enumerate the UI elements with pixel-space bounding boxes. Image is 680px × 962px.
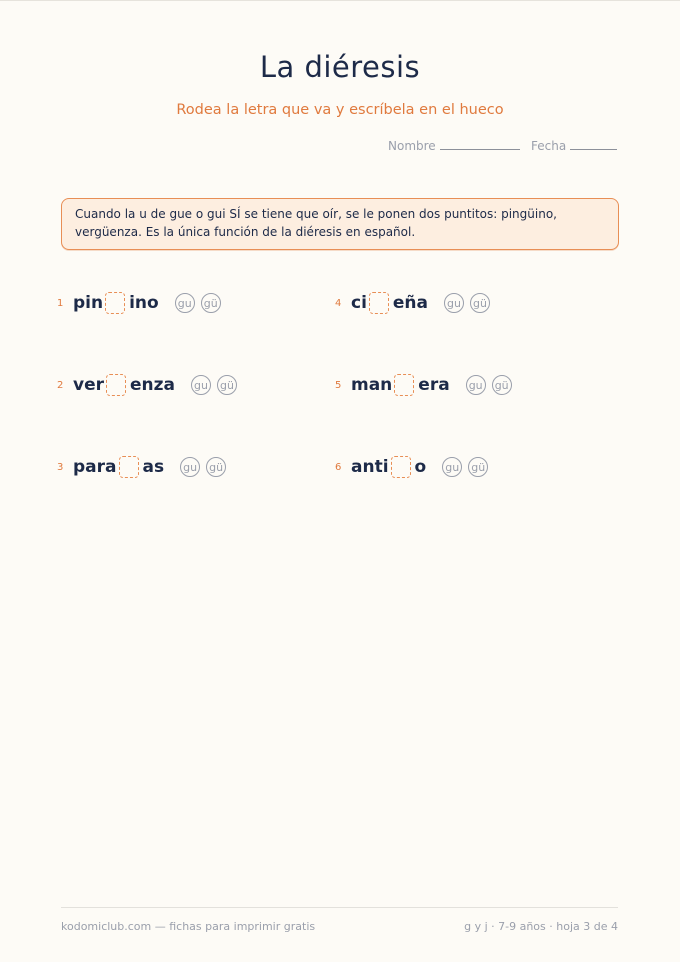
word-start: para <box>73 457 117 477</box>
word-end: eña <box>392 293 429 313</box>
exercise-number: 2 <box>57 379 64 391</box>
page-title: La diéresis <box>259 50 421 84</box>
option-gu-dieresis[interactable]: gü <box>492 375 512 395</box>
option-gu-dieresis[interactable]: gü <box>201 293 221 313</box>
exercise-number: 3 <box>57 461 64 473</box>
exercise-item <box>57 288 227 318</box>
page-subtitle: Rodea la letra que va y escríbela en el hueco <box>176 102 504 118</box>
word-end: ino <box>129 293 159 313</box>
options-group <box>444 293 496 313</box>
option-gu-dieresis[interactable]: gü <box>206 457 226 477</box>
exercise-item <box>57 370 243 400</box>
date-line <box>570 140 617 150</box>
answer-gap[interactable] <box>106 374 126 396</box>
option-gu[interactable]: gu <box>444 293 464 313</box>
option-gu[interactable]: gu <box>466 375 486 395</box>
word-end: enza <box>130 375 175 395</box>
word-start: ver <box>73 375 104 395</box>
exercise-number: 1 <box>57 297 64 309</box>
exercise-item <box>335 288 496 318</box>
word-end: o <box>414 457 427 477</box>
answer-gap[interactable] <box>369 292 389 314</box>
exercise-item <box>335 452 494 482</box>
rule-note: Cuando la u de gue o gui SÍ se tiene que oír, se le ponen dos puntitos: pingüino, vergüenza. Es la única función de la diéresis en español. <box>61 198 619 250</box>
footer-sheet-info: g y j · 7-9 años · hoja 3 de 4 <box>464 920 618 933</box>
options-group <box>466 375 518 395</box>
answer-gap[interactable] <box>391 456 411 478</box>
word-end: era <box>418 375 450 395</box>
option-gu[interactable]: gu <box>180 457 200 477</box>
option-gu[interactable]: gu <box>191 375 211 395</box>
word-start: ci <box>351 293 367 313</box>
name-label: Nombre <box>388 139 436 153</box>
options-group <box>180 457 232 477</box>
option-gu-dieresis[interactable]: gü <box>217 375 237 395</box>
option-gu[interactable]: gu <box>175 293 195 313</box>
page-border <box>0 0 680 1</box>
answer-gap[interactable] <box>394 374 414 396</box>
exercise-item <box>57 452 232 482</box>
exercise-item <box>335 370 518 400</box>
name-line <box>440 140 520 150</box>
option-gu-dieresis[interactable]: gü <box>470 293 490 313</box>
name-field[interactable] <box>388 139 520 153</box>
option-gu-dieresis[interactable]: gü <box>468 457 488 477</box>
word-start: pin <box>73 293 104 313</box>
date-field[interactable] <box>531 139 617 153</box>
date-label: Fecha <box>531 139 567 153</box>
option-gu[interactable]: gu <box>442 457 462 477</box>
exercise-number: 5 <box>335 379 342 391</box>
word-start: anti <box>351 457 389 477</box>
footer-site: kodomiclub.com — fichas para imprimir gratis <box>61 920 316 933</box>
answer-gap[interactable] <box>105 292 125 314</box>
options-group <box>175 293 227 313</box>
options-group <box>191 375 243 395</box>
options-group <box>442 457 494 477</box>
footer-divider <box>61 907 618 908</box>
word-end: as <box>142 457 165 477</box>
exercise-number: 6 <box>335 461 342 473</box>
answer-gap[interactable] <box>119 456 139 478</box>
exercise-number: 4 <box>335 297 342 309</box>
word-start: man <box>351 375 393 395</box>
